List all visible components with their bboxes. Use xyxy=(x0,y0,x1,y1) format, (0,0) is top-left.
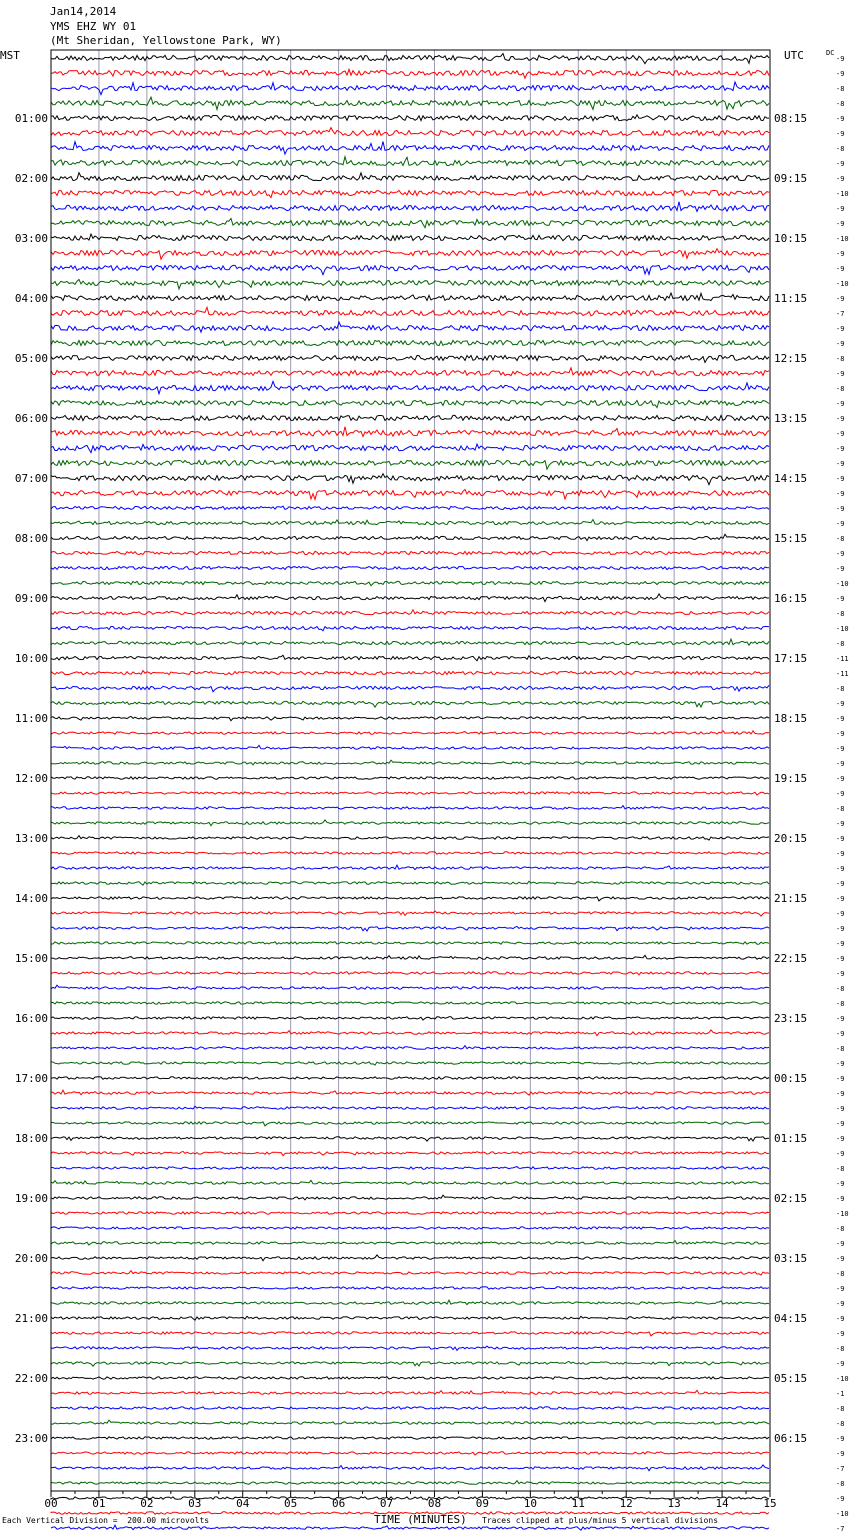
dc-offset-value: -9 xyxy=(836,475,845,483)
seismic-trace xyxy=(51,97,769,109)
dc-offset-value: -8 xyxy=(836,1000,845,1008)
dc-offset-value: -10 xyxy=(836,625,849,633)
seismic-trace xyxy=(51,911,769,916)
seismic-trace xyxy=(51,1167,769,1170)
seismic-trace xyxy=(51,1377,769,1380)
dc-offset-value: -8 xyxy=(836,1225,845,1233)
seismic-trace xyxy=(51,400,769,407)
dc-offset-value: -9 xyxy=(836,130,845,138)
dc-offset-value: -9 xyxy=(836,790,845,798)
left-hour-label: 05:00 xyxy=(14,352,48,365)
seismic-trace xyxy=(51,1180,769,1184)
dc-offset-value: -9 xyxy=(836,1315,845,1323)
seismic-trace xyxy=(51,1481,769,1485)
dc-offset-value: -8 xyxy=(836,985,845,993)
x-tick-label: 05 xyxy=(284,1497,298,1510)
left-timezone-label: MST xyxy=(0,49,20,62)
dc-offset-value: -9 xyxy=(836,1105,845,1113)
seismic-trace xyxy=(51,234,769,241)
dc-offset-value: -9 xyxy=(836,1030,845,1038)
dc-offset-value: -9 xyxy=(836,250,845,258)
right-hour-label: 12:15 xyxy=(774,352,808,365)
dc-offset-value: -9 xyxy=(836,760,845,768)
dc-offset-value: -9 xyxy=(836,1075,845,1083)
dc-offset-value: -9 xyxy=(836,700,845,708)
seismic-trace xyxy=(51,1106,769,1109)
seismic-trace xyxy=(51,1497,769,1500)
x-tick-label: 07 xyxy=(379,1497,394,1510)
seismic-trace xyxy=(51,157,769,166)
seismic-trace xyxy=(51,427,769,437)
station-title: YMS EHZ WY 01 xyxy=(50,20,137,33)
right-timezone-label: UTC xyxy=(784,49,804,62)
x-tick-label: 06 xyxy=(331,1497,346,1510)
seismic-trace xyxy=(51,1271,769,1276)
seismic-trace xyxy=(51,551,769,554)
seismic-trace xyxy=(51,279,769,289)
right-hour-label: 19:15 xyxy=(774,772,808,785)
seismic-trace xyxy=(51,115,769,121)
dc-offset-value: -8 xyxy=(836,1420,845,1428)
dc-offset-value: -9 xyxy=(836,940,845,948)
dc-offset-value: -8 xyxy=(836,535,845,543)
seismic-trace xyxy=(51,1346,769,1350)
seismic-trace xyxy=(51,1002,769,1004)
seismic-trace xyxy=(51,415,769,420)
seismic-trace xyxy=(51,716,769,720)
seismic-trace xyxy=(51,639,769,645)
x-tick-label: 11 xyxy=(571,1497,585,1510)
dc-offset-value: -9 xyxy=(836,745,845,753)
seismic-trace xyxy=(51,128,769,136)
left-hour-label: 11:00 xyxy=(14,712,48,725)
seismic-trace xyxy=(51,777,769,779)
seismic-trace xyxy=(51,1437,769,1439)
seismic-trace xyxy=(51,506,769,509)
right-hour-label: 16:15 xyxy=(774,592,808,605)
dc-offset-value: -9 xyxy=(836,445,845,453)
dc-offset-value: -8 xyxy=(836,640,845,648)
dc-offset-value: -8 xyxy=(836,1480,845,1488)
location-subtitle: (Mt Sheridan, Yellowstone Park, WY) xyxy=(50,34,282,47)
dc-offset-value: -9 xyxy=(836,490,845,498)
seismic-trace xyxy=(51,54,769,64)
x-axis-ticks xyxy=(51,1491,770,1497)
dc-offset-value: -10 xyxy=(836,1375,849,1383)
seismic-trace xyxy=(51,1361,769,1366)
seismic-trace xyxy=(51,355,769,362)
seismic-trace xyxy=(51,460,769,469)
left-hour-label: 09:00 xyxy=(14,592,48,605)
dc-offset-value: -10 xyxy=(836,1510,849,1518)
dc-offset-value: -11 xyxy=(836,655,849,663)
seismic-trace xyxy=(51,1255,769,1261)
seismic-trace xyxy=(51,610,769,615)
dc-offset-value: -7 xyxy=(836,1525,845,1533)
seismic-trace xyxy=(51,626,769,630)
dc-offset-value: -9 xyxy=(836,220,845,228)
seismic-trace xyxy=(51,955,769,959)
dc-offset-value: -7 xyxy=(836,1465,845,1473)
seismic-trace xyxy=(51,1017,769,1020)
dc-offset-value: -9 xyxy=(836,1255,845,1263)
seismic-trace xyxy=(51,852,769,854)
x-tick-label: 08 xyxy=(427,1497,442,1510)
left-hour-label: 19:00 xyxy=(14,1192,48,1205)
seismic-trace xyxy=(51,1390,769,1394)
dc-offset-value: -11 xyxy=(836,670,849,678)
x-tick-label: 15 xyxy=(763,1497,777,1510)
left-hour-label: 12:00 xyxy=(14,772,48,785)
seismic-trace xyxy=(51,1300,769,1305)
dc-offset-value: -8 xyxy=(836,145,845,153)
right-hour-label: 05:15 xyxy=(774,1372,808,1385)
x-tick-label: 00 xyxy=(44,1497,58,1510)
seismic-trace xyxy=(51,972,769,975)
seismic-trace xyxy=(51,1316,769,1320)
dc-offset-value: -9 xyxy=(836,340,845,348)
dc-offset-value: -9 xyxy=(836,565,845,573)
seismic-trace xyxy=(51,173,769,181)
seismic-trace xyxy=(51,1287,769,1289)
dc-offset-value: -1 xyxy=(836,1390,845,1398)
dc-offset-value: -9 xyxy=(836,775,845,783)
seismic-trace xyxy=(51,265,769,274)
left-hour-label: 10:00 xyxy=(14,652,48,665)
plot-grid xyxy=(99,50,722,1491)
seismic-trace xyxy=(51,307,769,316)
seismic-trace xyxy=(51,381,769,393)
seismic-trace xyxy=(51,985,769,989)
dc-offset-value: -9 xyxy=(836,325,845,333)
dc-offset-value: -9 xyxy=(836,715,845,723)
dc-offset-value: -8 xyxy=(836,85,845,93)
seismic-trace xyxy=(51,1151,769,1155)
seismic-trace xyxy=(51,322,769,332)
dc-offset-value: -9 xyxy=(836,595,845,603)
dc-offset-value: -9 xyxy=(836,1180,845,1188)
seismic-trace xyxy=(51,685,769,692)
dc-offset-value: -8 xyxy=(836,610,845,618)
date-title: Jan14,2014 xyxy=(50,5,117,18)
x-tick-label: 12 xyxy=(619,1497,633,1510)
seismic-trace xyxy=(51,655,769,661)
seismic-trace xyxy=(51,1090,769,1095)
left-hour-label: 16:00 xyxy=(14,1012,48,1025)
dc-offset-value: -9 xyxy=(836,460,845,468)
seismic-trace xyxy=(51,82,769,95)
dc-offset-value: -7 xyxy=(836,310,845,318)
dc-offset-value: -9 xyxy=(836,70,845,78)
dc-offset-value: -8 xyxy=(836,805,845,813)
right-hour-label: 03:15 xyxy=(774,1252,808,1265)
dc-offset-value: -9 xyxy=(836,1435,845,1443)
right-hour-label: 09:15 xyxy=(774,172,808,185)
seismic-trace xyxy=(51,731,769,735)
left-hour-label: 04:00 xyxy=(14,292,48,305)
seismic-trace xyxy=(51,1212,769,1214)
dc-offset-value: -8 xyxy=(836,1045,845,1053)
seismic-trace xyxy=(51,69,769,78)
dc-offset-value: -9 xyxy=(836,955,845,963)
right-hour-label: 06:15 xyxy=(774,1432,808,1445)
dc-offset-value: -9 xyxy=(836,265,845,273)
left-hour-label: 23:00 xyxy=(14,1432,48,1445)
x-tick-label: 04 xyxy=(236,1497,250,1510)
seismic-trace xyxy=(51,792,769,795)
dc-offset-value: -8 xyxy=(836,1405,845,1413)
dc-offset-value: -9 xyxy=(836,1015,845,1023)
dc-offset-value: -9 xyxy=(836,880,845,888)
dc-offset-value: -9 xyxy=(836,1360,845,1368)
seismic-trace xyxy=(51,942,769,945)
dc-offset-value: -9 xyxy=(836,1450,845,1458)
left-hour-label: 17:00 xyxy=(14,1072,48,1085)
right-hour-label: 04:15 xyxy=(774,1312,808,1325)
right-hour-label: 18:15 xyxy=(774,712,808,725)
seismic-trace xyxy=(51,581,769,585)
right-hour-label: 20:15 xyxy=(774,832,808,845)
dc-offset-value: -9 xyxy=(836,850,845,858)
right-hour-label: 08:15 xyxy=(774,112,808,125)
seismic-trace xyxy=(51,566,769,569)
right-hour-label: 01:15 xyxy=(774,1132,808,1145)
right-hour-label: 00:15 xyxy=(774,1072,808,1085)
seismic-trace xyxy=(51,671,769,675)
left-hour-label: 22:00 xyxy=(14,1372,48,1385)
seismic-trace xyxy=(51,760,769,765)
seismic-trace xyxy=(51,142,769,155)
right-hour-label: 22:15 xyxy=(774,952,808,965)
dc-offset-value: -10 xyxy=(836,280,849,288)
seismic-trace xyxy=(51,293,769,301)
dc-offset-value: -9 xyxy=(836,175,845,183)
dc-offset-value: -8 xyxy=(836,1165,845,1173)
seismic-trace xyxy=(51,1077,769,1080)
clip-footnote: Traces clipped at plus/minus 5 vertical divisions xyxy=(482,1516,719,1525)
seismic-trace xyxy=(51,594,769,602)
x-tick-label: 03 xyxy=(188,1497,202,1510)
seismic-trace xyxy=(51,202,769,212)
x-tick-label: 02 xyxy=(140,1497,154,1510)
right-hour-label: 23:15 xyxy=(774,1012,808,1025)
dc-offset-value: -9 xyxy=(836,1300,845,1308)
seismic-trace xyxy=(51,444,769,453)
right-hour-label: 10:15 xyxy=(774,232,808,245)
dc-offset-value: -8 xyxy=(836,100,845,108)
seismic-trace xyxy=(51,1136,769,1141)
dc-offset-value: -9 xyxy=(836,1330,845,1338)
dc-offset-label: DC xyxy=(826,49,835,57)
right-hour-label: 17:15 xyxy=(774,652,808,665)
left-hour-label: 06:00 xyxy=(14,412,48,425)
right-hour-label: 14:15 xyxy=(774,472,808,485)
seismic-trace xyxy=(51,474,769,485)
x-tick-label: 13 xyxy=(667,1497,681,1510)
seismic-trace xyxy=(51,897,769,901)
dc-offset-value: -9 xyxy=(836,1135,845,1143)
x-tick-label: 01 xyxy=(92,1497,106,1510)
right-hour-label: 11:15 xyxy=(774,292,808,305)
scale-footnote: Each Vertical Division = 200.00 microvolts xyxy=(2,1516,210,1525)
dc-offset-value: -8 xyxy=(836,685,845,693)
seismic-trace xyxy=(51,745,769,749)
seismic-trace xyxy=(51,926,769,931)
dc-offset-value: -9 xyxy=(836,1495,845,1503)
seismic-trace xyxy=(51,1122,769,1126)
x-tick-label: 09 xyxy=(475,1497,490,1510)
dc-offset-value: -9 xyxy=(836,55,845,63)
dc-offset-value: -9 xyxy=(836,1120,845,1128)
seismic-trace xyxy=(51,701,769,707)
seismic-trace xyxy=(51,881,769,885)
seismic-trace xyxy=(51,1332,769,1336)
dc-offset-value: -8 xyxy=(836,355,845,363)
left-hour-label: 15:00 xyxy=(14,952,48,965)
axis-labels xyxy=(15,55,849,1534)
x-axis-label: TIME (MINUTES) xyxy=(374,1513,467,1526)
dc-offset-value: -9 xyxy=(836,115,845,123)
left-hour-label: 13:00 xyxy=(14,832,48,845)
dc-offset-value: -10 xyxy=(836,190,849,198)
left-hour-label: 07:00 xyxy=(14,472,48,485)
dc-offset-value: -9 xyxy=(836,865,845,873)
dc-offset-value: -10 xyxy=(836,235,849,243)
left-hour-label: 01:00 xyxy=(14,112,48,125)
seismic-trace xyxy=(51,1420,769,1424)
left-hour-label: 18:00 xyxy=(14,1132,48,1145)
dc-offset-value: -8 xyxy=(836,1345,845,1353)
right-hour-label: 13:15 xyxy=(774,412,808,425)
dc-offset-value: -9 xyxy=(836,895,845,903)
seismic-trace xyxy=(51,489,769,499)
seismic-trace xyxy=(51,190,769,197)
dc-offset-value: -9 xyxy=(836,520,845,528)
dc-offset-value: -9 xyxy=(836,730,845,738)
dc-offset-value: -9 xyxy=(836,835,845,843)
dc-offset-value: -9 xyxy=(836,505,845,513)
x-tick-label: 14 xyxy=(715,1497,729,1510)
right-hour-label: 15:15 xyxy=(774,532,808,545)
right-hour-label: 21:15 xyxy=(774,892,808,905)
seismic-trace xyxy=(51,820,769,826)
dc-offset-value: -9 xyxy=(836,820,845,828)
seismic-trace xyxy=(51,340,769,345)
dc-offset-value: -9 xyxy=(836,1150,845,1158)
seismic-trace xyxy=(51,1241,769,1245)
seismic-trace xyxy=(51,1407,769,1410)
dc-offset-value: -9 xyxy=(836,1195,845,1203)
dc-offset-value: -9 xyxy=(836,205,845,213)
seismic-trace xyxy=(51,520,769,525)
seismic-trace xyxy=(51,219,769,228)
dc-offset-value: -9 xyxy=(836,1060,845,1068)
dc-offset-value: -9 xyxy=(836,430,845,438)
dc-offset-value: -9 xyxy=(836,370,845,378)
dc-offset-value: -8 xyxy=(836,385,845,393)
left-hour-label: 08:00 xyxy=(14,532,48,545)
left-hour-label: 20:00 xyxy=(14,1252,48,1265)
right-hour-label: 02:15 xyxy=(774,1192,808,1205)
seismic-trace xyxy=(51,1062,769,1065)
seismic-trace xyxy=(51,534,769,540)
seismic-trace xyxy=(51,1046,769,1050)
seismic-trace xyxy=(51,1452,769,1455)
dc-offset-value: -8 xyxy=(836,1270,845,1278)
dc-offset-value: -9 xyxy=(836,295,845,303)
seismic-trace xyxy=(51,865,769,870)
dc-offset-value: -9 xyxy=(836,160,845,168)
seismic-trace xyxy=(51,368,769,376)
seismic-trace xyxy=(51,1465,769,1471)
seismic-trace xyxy=(51,249,769,260)
dc-offset-value: -9 xyxy=(836,400,845,408)
dc-offset-value: -9 xyxy=(836,415,845,423)
seismic-trace xyxy=(51,806,769,810)
dc-offset-value: -9 xyxy=(836,925,845,933)
dc-offset-value: -9 xyxy=(836,910,845,918)
left-hour-label: 03:00 xyxy=(14,232,48,245)
seismic-trace xyxy=(51,1227,769,1229)
left-hour-label: 14:00 xyxy=(14,892,48,905)
x-tick-label: 10 xyxy=(523,1497,537,1510)
seismic-trace xyxy=(51,1030,769,1036)
dc-offset-value: -9 xyxy=(836,1240,845,1248)
left-hour-label: 21:00 xyxy=(14,1312,48,1325)
dc-offset-value: -9 xyxy=(836,970,845,978)
dc-offset-value: -9 xyxy=(836,1285,845,1293)
seismic-traces xyxy=(51,54,769,1534)
dc-offset-value: -10 xyxy=(836,580,849,588)
seismic-trace xyxy=(51,1195,769,1200)
left-hour-label: 02:00 xyxy=(14,172,48,185)
seismic-trace xyxy=(51,836,769,841)
dc-offset-value: -9 xyxy=(836,1090,845,1098)
dc-offset-value: -9 xyxy=(836,550,845,558)
dc-offset-value: -10 xyxy=(836,1210,849,1218)
